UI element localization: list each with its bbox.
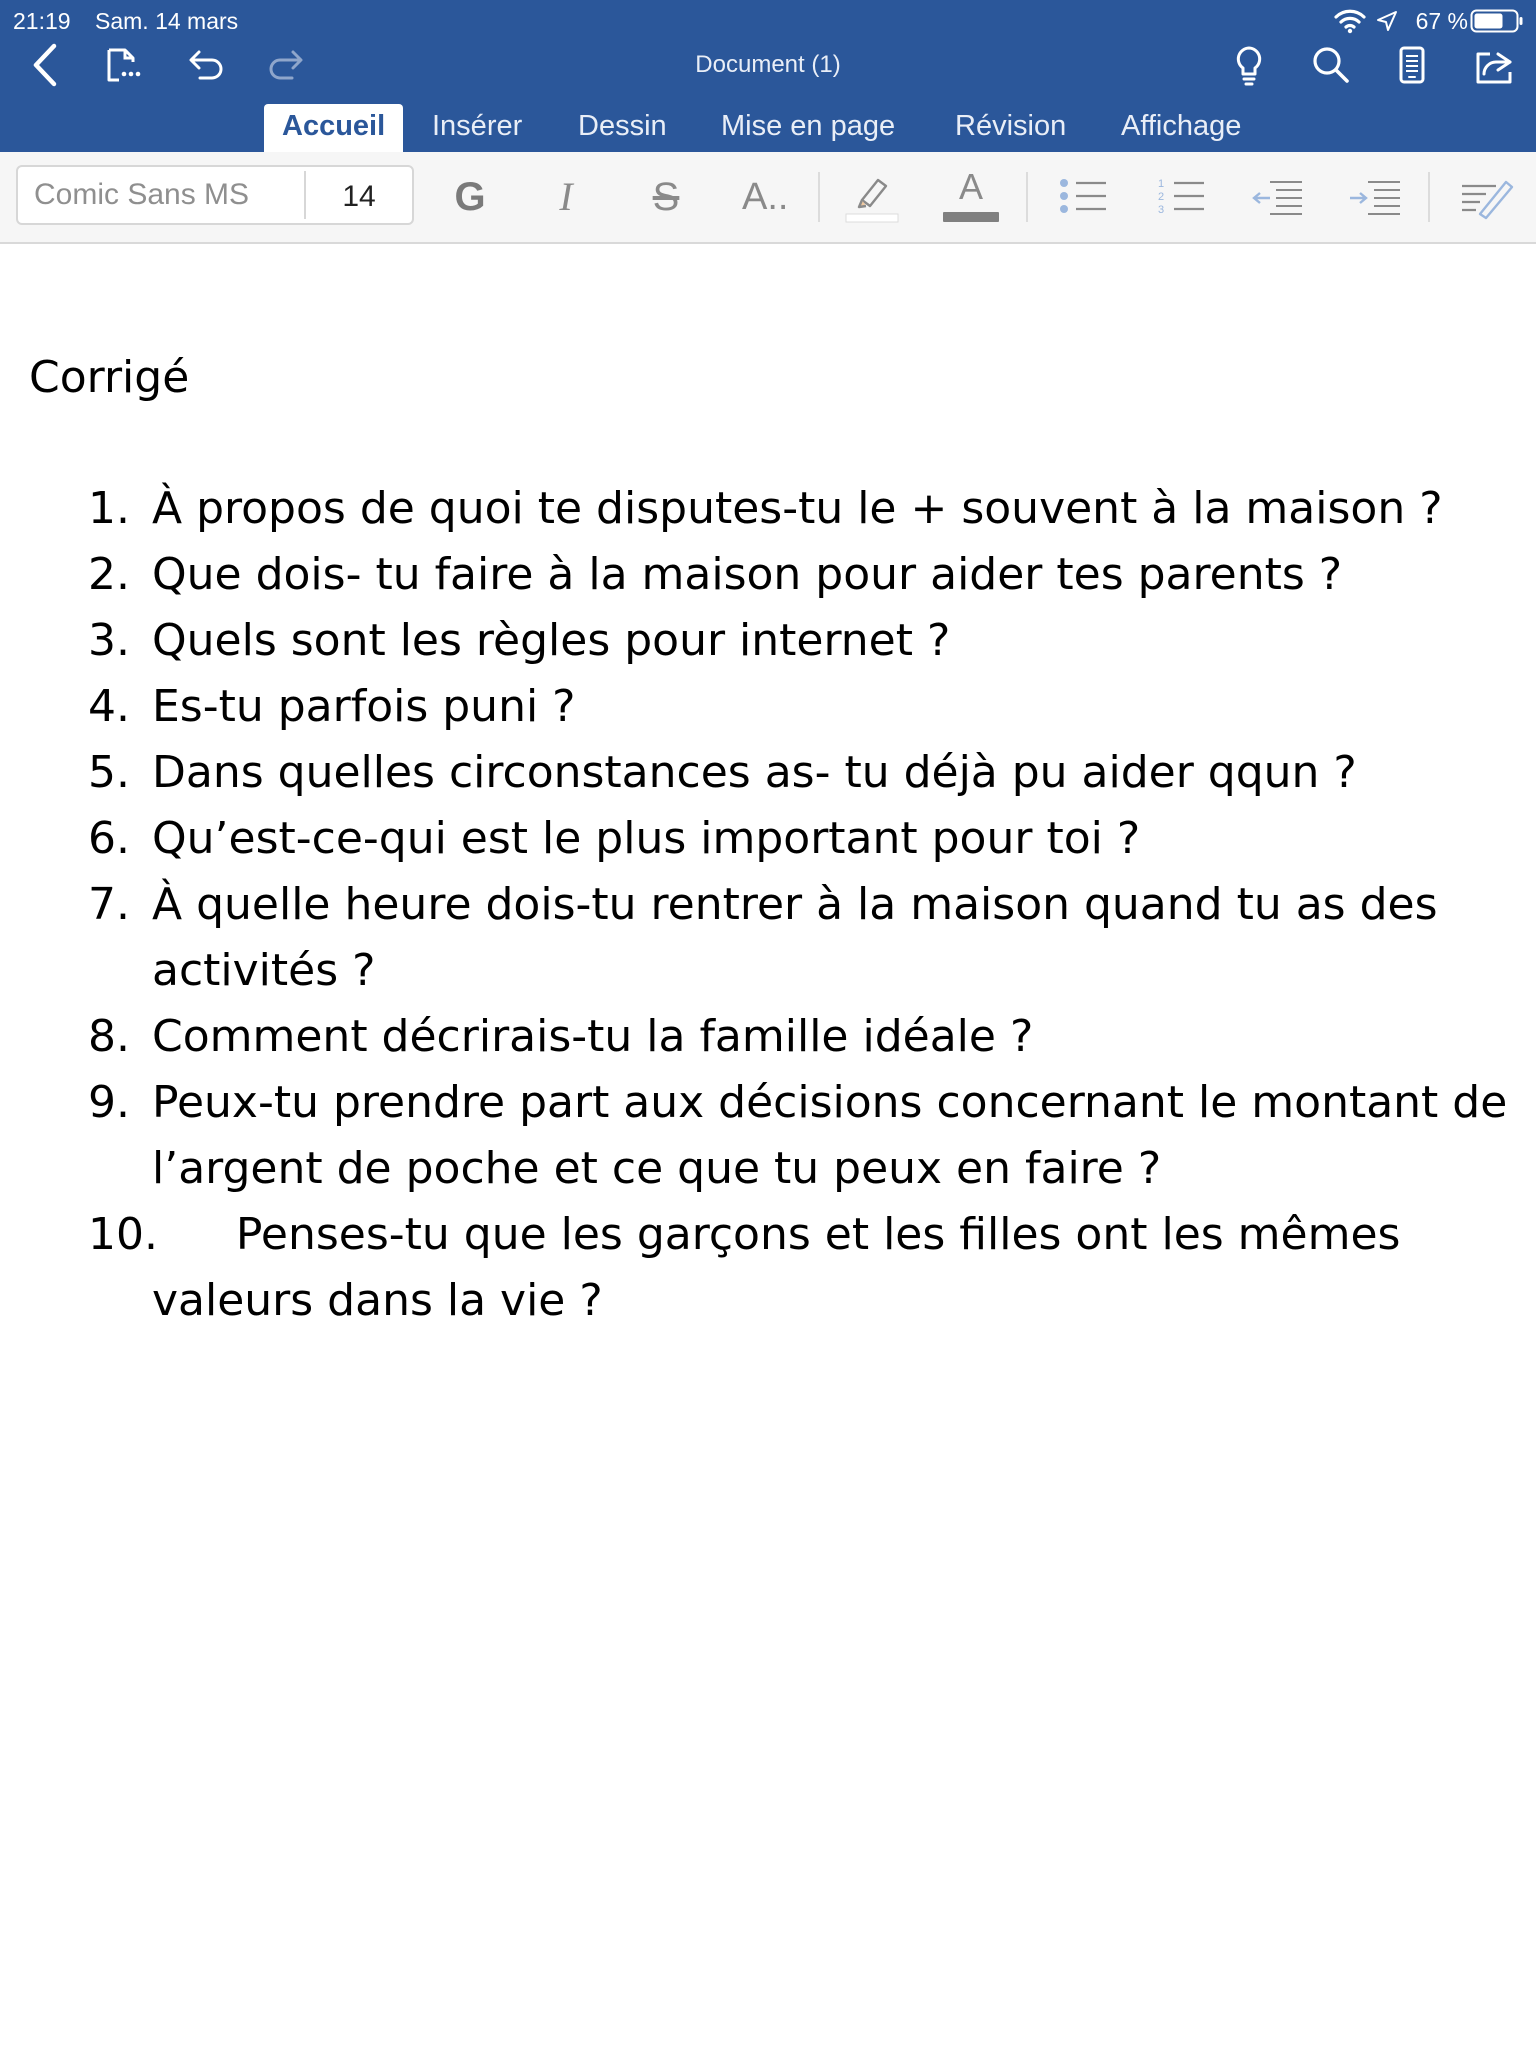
svg-text:2: 2	[1158, 191, 1165, 203]
list-number: 3.	[88, 615, 130, 666]
document-canvas[interactable]	[0, 244, 1536, 2048]
status-date: Sam. 14 mars	[95, 8, 239, 34]
font-picker[interactable]	[16, 165, 414, 225]
list-number: 9.	[88, 1077, 130, 1128]
list-text: Qu’est-ce-qui est le plus important pour toi ?	[152, 813, 1141, 864]
bullet-list-icon	[1054, 213, 1114, 230]
undo-icon[interactable]	[180, 40, 230, 90]
list-text: Quels sont les règles pour internet ?	[152, 615, 951, 666]
increase-indent-icon	[1346, 213, 1406, 230]
list-text: Que dois- tu faire à la maison pour aider tes parents ?	[152, 549, 1343, 600]
status-time: 21:19	[13, 8, 71, 34]
home-ribbon	[0, 152, 1536, 244]
wifi-icon	[1334, 8, 1366, 39]
highlighter-icon	[842, 213, 902, 230]
list-number: 8.	[88, 1011, 130, 1062]
text-effects-button[interactable]	[736, 166, 816, 226]
font-name-field[interactable]: Comic Sans MS	[34, 178, 250, 211]
svg-text:1: 1	[1158, 178, 1165, 190]
strikethrough-button[interactable]: S	[652, 175, 680, 219]
mobile-view-icon[interactable]	[1388, 40, 1438, 90]
tab-mise-en-page[interactable]: Mise en page	[721, 110, 896, 142]
font-color-label: A	[958, 166, 983, 207]
list-text: Es-tu parfois puni ?	[152, 681, 576, 732]
list-text: À quelle heure dois-tu rentrer à la maison quand tu as des activités ?	[152, 879, 1452, 996]
search-icon[interactable]	[1306, 40, 1356, 90]
ribbon-tabs	[0, 104, 1536, 152]
italic-button[interactable]: I	[559, 174, 573, 219]
styles-button[interactable]	[1456, 166, 1516, 226]
location-arrow-icon	[1376, 10, 1398, 37]
battery-percentage: 67 %	[1415, 8, 1468, 34]
tab-inserer[interactable]: Insérer	[432, 110, 523, 142]
decrease-indent-icon	[1248, 213, 1308, 230]
svg-text:3: 3	[1158, 204, 1165, 216]
file-menu-icon[interactable]	[100, 40, 150, 90]
bold-button[interactable]: G	[454, 175, 486, 219]
app-header	[0, 0, 1536, 152]
list-number: 4.	[88, 681, 130, 732]
ribbon-separator	[818, 172, 820, 222]
list-number: 10.	[88, 1209, 158, 1260]
tab-dessin[interactable]: Dessin	[578, 110, 667, 142]
increase-indent-button[interactable]	[1346, 166, 1406, 226]
tab-revision[interactable]: Révision	[955, 110, 1067, 142]
list-text: À propos de quoi te disputes-tu le + souvent à la maison ?	[152, 483, 1443, 534]
lightbulb-icon[interactable]	[1224, 40, 1274, 90]
redo-icon[interactable]	[262, 40, 312, 90]
font-size-field[interactable]: 14	[342, 180, 376, 213]
list-text: Comment décrirais-tu la famille idéale ?	[152, 1011, 1034, 1062]
font-color-button[interactable]	[940, 166, 1002, 226]
styles-icon	[1456, 213, 1516, 230]
back-chevron-icon[interactable]	[22, 40, 72, 90]
list-number: 7.	[88, 879, 130, 930]
ribbon-separator	[1026, 172, 1028, 222]
highlighter-button[interactable]	[842, 166, 902, 226]
list-number: 5.	[88, 747, 130, 798]
document-heading: Corrigé	[29, 352, 190, 403]
tab-affichage[interactable]: Affichage	[1121, 110, 1242, 142]
bullet-list-button[interactable]	[1054, 166, 1114, 226]
font-color-icon	[943, 212, 999, 222]
text-effects-label: A..	[742, 176, 789, 218]
list-number: 1.	[88, 483, 130, 534]
ribbon-separator	[1428, 172, 1430, 222]
list-number: 6.	[88, 813, 130, 864]
decrease-indent-button[interactable]	[1248, 166, 1308, 226]
tab-accueil[interactable]: Accueil	[264, 104, 403, 152]
list-text: Penses-tu que les garçons et les filles ont les mêmes valeurs dans la vie ?	[152, 1209, 1415, 1326]
document-title: Document (1)	[695, 51, 841, 78]
numbered-list-button[interactable]	[1152, 166, 1212, 226]
list-text: Peux-tu prendre part aux décisions concernant le montant de l’argent de poche et ce que tu peux en faire ?	[152, 1077, 1522, 1194]
list-text: Dans quelles circonstances as- tu déjà pu aider qqun ?	[152, 747, 1357, 798]
list-number: 2.	[88, 549, 130, 600]
numbered-list-icon	[1152, 178, 1212, 230]
battery-icon	[1470, 8, 1524, 39]
share-icon[interactable]	[1470, 40, 1520, 90]
